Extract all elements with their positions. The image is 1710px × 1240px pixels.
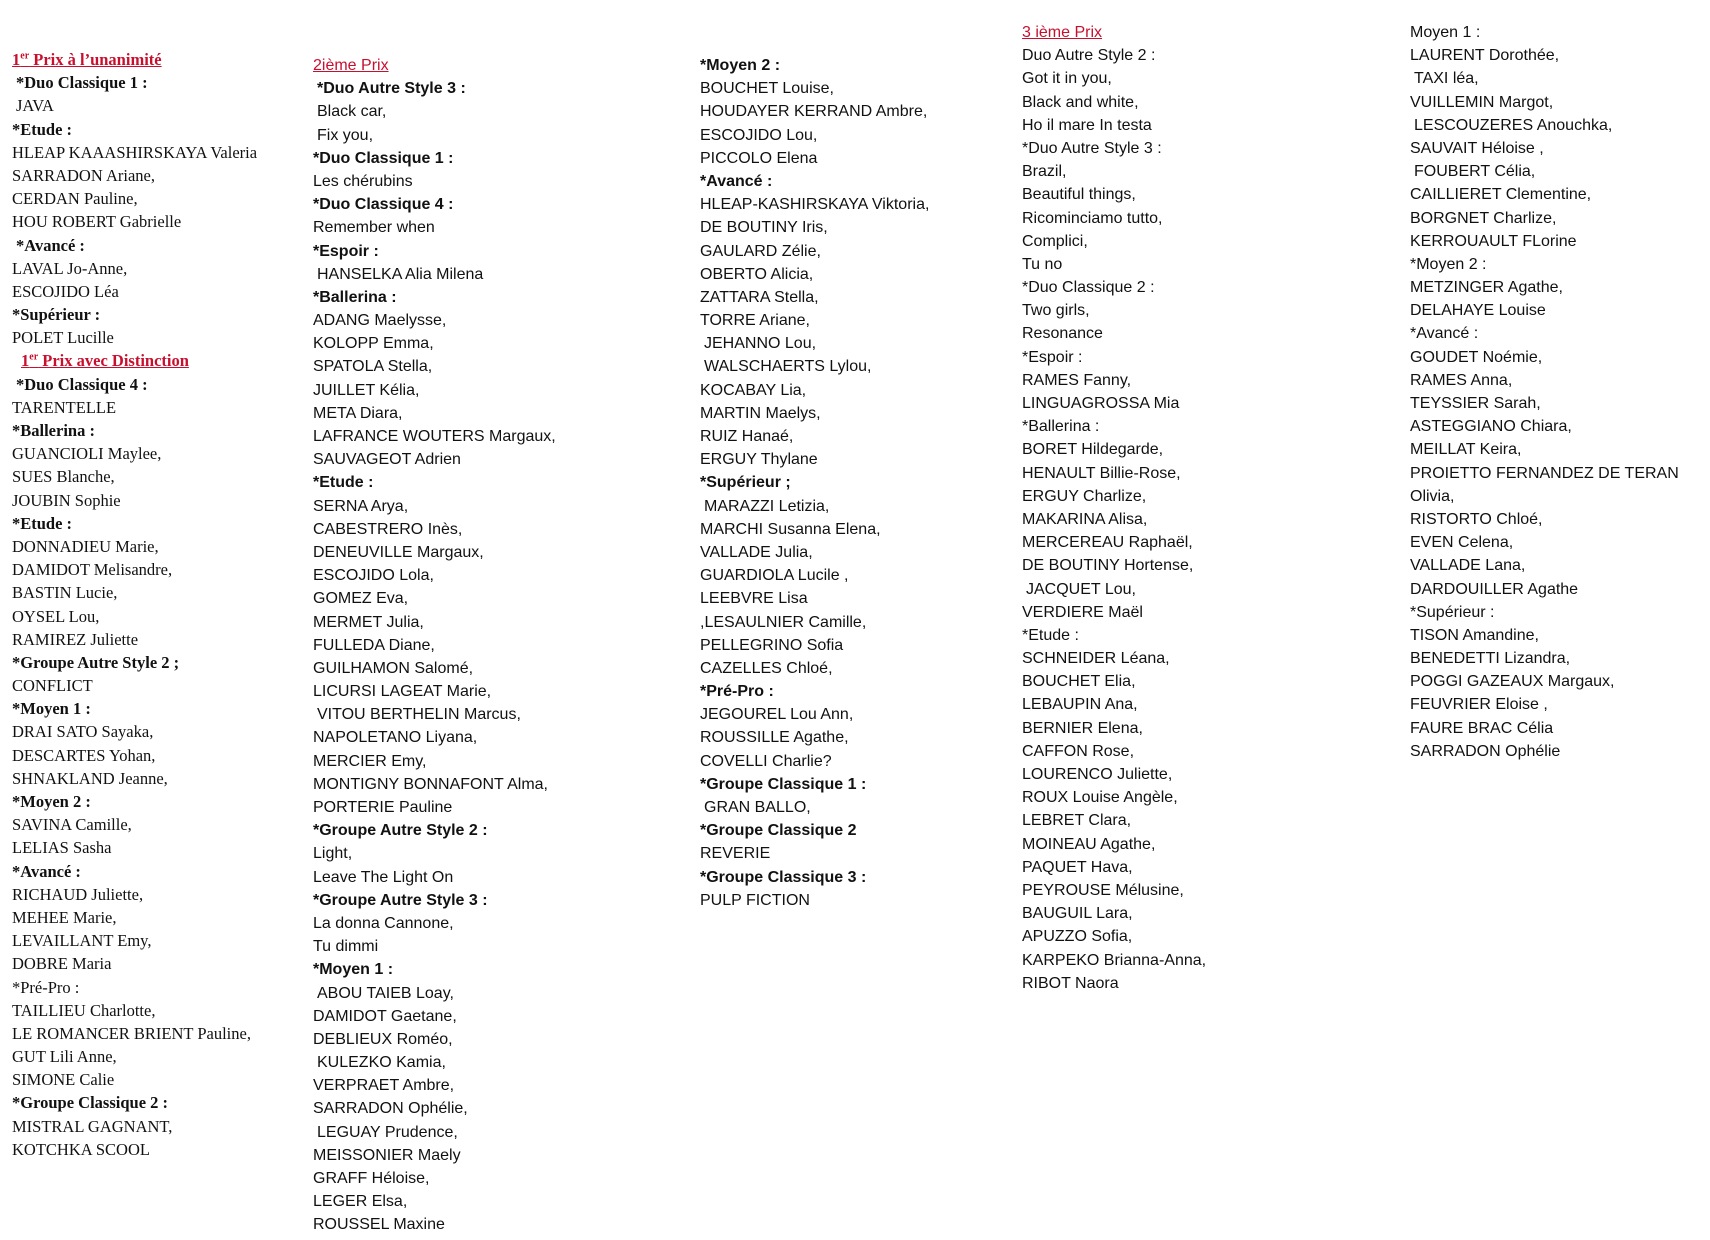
entry-name: TAXI léa, [1414, 70, 1479, 88]
entry-name: LELIAS Sasha [12, 838, 112, 858]
entry-name: VERPRAET Ambre, [313, 1077, 455, 1095]
entry-name: Complici, [1022, 232, 1088, 250]
entry-name: DARDOUILLER Agathe [1410, 580, 1579, 598]
entry-name: DELAHAYE Louise [1410, 302, 1546, 320]
entry-name: JOUBIN Sophie [12, 490, 121, 510]
entry-name: ROUSSEL Maxine [313, 1216, 445, 1234]
entry-name: DAMIDOT Gaetane, [313, 1007, 457, 1025]
entry-name: Tu dimmi [313, 938, 379, 956]
entry-name: HLEAP-KASHIRSKAYA Viktoria, [700, 196, 930, 214]
entry-name: TAILLIEU Charlotte, [12, 1000, 156, 1020]
entry-name: BOUCHET Louise, [700, 80, 834, 98]
entry-name: ASTEGGIANO Chiara, [1410, 418, 1572, 436]
entry-name: SARRADON Ophélie, [313, 1100, 468, 1118]
entry-name: GUT Lili Anne, [12, 1047, 117, 1067]
entry-name: PEYROUSE Mélusine, [1022, 881, 1184, 899]
entry-name: GAULARD Zélie, [700, 242, 821, 260]
entry-name: LINGUAGROSSA Mia [1022, 395, 1180, 412]
category-label: *Groupe Autre Style 2 : [313, 822, 488, 840]
entry-name: JACQUET Lou, [1026, 580, 1136, 598]
prize-heading: 3 ième Prix [1022, 24, 1103, 41]
entry-name: GRAN BALLO, [704, 799, 811, 816]
entry-name: HENAULT Billie-Rose, [1022, 464, 1181, 482]
entry-name: FULLEDA Diane, [313, 636, 435, 654]
entry-name: SIMONE Calie [12, 1070, 115, 1090]
entry-name: RUIZ Hanaé, [700, 428, 794, 445]
entry-name: ,LESAULNIER Camille, [700, 613, 867, 631]
entry-name: SARRADON Ophélie [1410, 742, 1561, 760]
entry-name: SPATOLA Stella, [313, 358, 433, 376]
entry-name: KOTCHKA SCOOL [12, 1139, 150, 1159]
category-label: *Moyen 2 : [12, 792, 91, 811]
entry-name: VALLADE Lana, [1410, 557, 1526, 575]
entry-name: KULEZKO Kamia, [317, 1054, 446, 1072]
entry-name: SAVINA Camille, [12, 815, 132, 835]
entry-name: PAQUET Hava, [1022, 858, 1133, 876]
entry-name: CABESTRERO Inès, [313, 520, 463, 538]
column-3 [700, 54, 1000, 912]
entry-name: OYSEL Lou, [12, 606, 100, 626]
entry-name: LEGUAY Prudence, [317, 1123, 458, 1141]
entry-name: MEISSONIER Maely [313, 1146, 461, 1164]
entry-name: WALSCHAERTS Lylou, [704, 358, 872, 376]
entry-name: Black car, [317, 103, 387, 121]
entry-name: MARCHI Susanna Elena, [700, 520, 881, 538]
entry-name: Resonance [1022, 325, 1103, 343]
category-label: *Avancé : [700, 172, 773, 190]
entry-name: VITOU BERTHELIN Marcus, [317, 706, 521, 724]
entry-name: MOINEAU Agathe, [1022, 835, 1156, 853]
column-1 [12, 48, 282, 1161]
entry-name: METZINGER Agathe, [1410, 279, 1563, 297]
entry-name: SUES Blanche, [12, 467, 115, 487]
entry-name: JEHANNO Lou, [704, 335, 817, 353]
entry-name: VALLADE Julia, [700, 543, 813, 561]
category-label: *Groupe Autre Style 3 : [313, 891, 488, 909]
entry-name: Tu no [1022, 255, 1063, 273]
entry-name: PICCOLO Elena [700, 149, 818, 167]
entry-name: DAMIDOT Melisandre, [12, 560, 173, 580]
entry-name: RAMIREZ Juliette [12, 629, 139, 649]
category-label: *Etude : [12, 119, 73, 139]
entry-name: Ricominciamo tutto, [1022, 209, 1163, 227]
prize-heading: 1er Prix à l’unanimité [12, 50, 162, 69]
entry-name: COVELLI Charlie? [700, 752, 832, 770]
entry-name: LE ROMANCER BRIENT Pauline, [12, 1023, 251, 1043]
entry-name: Ho il mare In testa [1022, 116, 1152, 134]
entry-name: LEEBVRE Lisa [700, 590, 808, 608]
entry-name: KOLOPP Emma, [313, 335, 434, 353]
category-label: *Espoir : [1022, 348, 1083, 366]
entry-name: LOURENCO Juliette, [1022, 766, 1173, 783]
entry-name: TEYSSIER Sarah, [1410, 395, 1541, 412]
category-label: *Duo Autre Style 3 : [317, 80, 466, 98]
entry-name: PULP FICTION [700, 891, 810, 909]
entry-name: GOUDET Noémie, [1410, 348, 1543, 366]
category-label: *Duo Classique 4 : [313, 196, 454, 214]
category-label: *Duo Classique 1 : [16, 73, 148, 93]
entry-name: DE BOUTINY Iris, [700, 219, 828, 237]
entry-name: MARAZZI Letizia, [704, 497, 830, 515]
entry-name: VERDIERE Maël [1022, 603, 1143, 621]
entry-name: TISON Amandine, [1410, 626, 1539, 644]
category-label: *Groupe Classique 2 [700, 822, 857, 840]
entry-name: FEUVRIER Eloise , [1410, 696, 1548, 714]
category-label: *Moyen 2 : [1410, 255, 1487, 273]
category-label: *Avancé : [16, 235, 85, 255]
entry-name: CAZELLES Chloé, [700, 659, 833, 677]
entry-name: MERCEREAU Raphaël, [1022, 534, 1193, 552]
entry-name: META Diara, [313, 404, 403, 422]
entry-name: SAUVAGEOT Adrien [313, 451, 461, 469]
entry-name: MISTRAL GAGNANT, [12, 1116, 173, 1136]
category-label: *Ballerina : [12, 421, 95, 440]
entry-name: Les chérubins [313, 172, 413, 190]
entry-name: LESCOUZERES Anouchka, [1414, 116, 1613, 134]
entry-name: ERGUY Charlize, [1022, 487, 1147, 505]
entry-name: Leave The Light On [313, 868, 454, 886]
entry-name: MERCIER Emy, [313, 752, 427, 770]
entry-name: ROUX Louise Angèle, [1022, 789, 1178, 807]
category-label: *Groupe Autre Style 2 ; [12, 652, 180, 672]
entry-name: Got it in you, [1022, 70, 1112, 88]
entry-name: HANSELKA Alia Milena [317, 265, 484, 283]
entry-name: PROIETTO FERNANDEZ DE TERAN [1410, 464, 1679, 482]
entry-name: CAFFON Rose, [1022, 742, 1135, 760]
entry-name: Light, [313, 845, 353, 863]
entry-name: DENEUVILLE Margaux, [313, 543, 484, 561]
entry-name: La donna Cannone, [313, 914, 454, 932]
entry-name: CONFLICT [12, 676, 93, 696]
entry-name: LAFRANCE WOUTERS Margaux, [313, 428, 556, 445]
entry-name: HOUDAYER KERRAND Ambre, [700, 103, 928, 121]
entry-name: PORTERIE Pauline [313, 799, 453, 816]
entry-name: APUZZO Sofia, [1022, 928, 1133, 946]
entry-name: Black and white, [1022, 93, 1139, 111]
entry-name: GUANCIOLI Maylee, [12, 444, 162, 464]
entry-name: RISTORTO Chloé, [1410, 510, 1543, 528]
entry-name: REVERIE [700, 845, 771, 863]
entry-name: FAURE BRAC Célia [1410, 719, 1554, 737]
category-label: *Groupe Classique 1 : [700, 775, 867, 793]
entry-name: POGGI GAZEAUX Margaux, [1410, 673, 1615, 691]
entry-name: MEILLAT Keira, [1410, 441, 1522, 459]
entry-name: ESCOJIDO Léa [12, 281, 119, 301]
entry-name: KERROUAULT FLorine [1410, 232, 1577, 250]
entry-name: LAVAL Jo-Anne, [12, 258, 128, 278]
entry-name: VUILLEMIN Margot, [1410, 93, 1554, 111]
category-label: *Avancé : [12, 861, 81, 881]
entry-name: MONTIGNY BONNAFONT Alma, [313, 775, 548, 793]
column-4 [1022, 21, 1402, 995]
entry-name: FOUBERT Célia, [1414, 163, 1536, 181]
entry-name: SAUVAIT Héloise , [1410, 139, 1544, 157]
entry-name: DEBLIEUX Roméo, [313, 1030, 453, 1048]
entry-name: TORRE Ariane, [700, 312, 810, 330]
entry-name: BAUGUIL Lara, [1022, 905, 1133, 923]
entry-name: JEGOUREL Lou Ann, [700, 706, 854, 724]
entry-name: MERMET Julia, [313, 613, 424, 631]
category-label: *Moyen 1 : [12, 699, 91, 719]
entry-name: BORET Hildegarde, [1022, 441, 1164, 459]
entry-name: TARENTELLE [12, 397, 117, 417]
entry-name: RICHAUD Juliette, [12, 884, 144, 904]
category-label: Moyen 1 : [1410, 24, 1481, 41]
category-label: *Ballerina : [313, 288, 397, 306]
entry-name: LICURSI LAGEAT Marie, [313, 683, 492, 701]
entry-name: LAURENT Dorothée, [1410, 47, 1560, 65]
entry-name: HLEAP KAAASHIRSKAYA Valeria [12, 142, 258, 162]
category-label: *Pré-Pro : [700, 683, 774, 701]
entry-name: Brazil, [1022, 163, 1067, 181]
entry-name: ZATTARA Stella, [700, 288, 819, 306]
category-label: *Duo Classique 2 : [1022, 279, 1155, 297]
entry-name: SHNAKLAND Jeanne, [12, 768, 168, 788]
entry-name: KARPEKO Brianna-Anna, [1022, 951, 1207, 969]
prize-heading: 1er Prix avec Distinction [21, 351, 189, 371]
category-label: *Duo Classique 1 : [313, 149, 454, 167]
entry-name: SERNA Arya, [313, 497, 409, 515]
category-label: *Groupe Classique 2 : [12, 1093, 169, 1113]
entry-name: GUILHAMON Salomé, [313, 659, 474, 677]
entry-name: RAMES Anna, [1410, 371, 1513, 389]
entry-name: Fix you, [317, 126, 374, 144]
entry-name: CAILLIERET Clementine, [1410, 186, 1592, 204]
entry-name: Remember when [313, 219, 435, 237]
category-label: *Supérieur : [12, 305, 101, 325]
entry-name: DE BOUTINY Hortense, [1022, 557, 1194, 575]
category-label: *Groupe Classique 3 : [700, 868, 867, 886]
entry-name: Beautiful things, [1022, 186, 1136, 204]
entry-name: ERGUY Thylane [700, 451, 818, 469]
entry-name: DESCARTES Yohan, [12, 745, 156, 765]
category-label: *Supérieur ; [700, 474, 791, 492]
entry-name: DONNADIEU Marie, [12, 536, 159, 556]
category-label: *Pré-Pro : [12, 977, 80, 997]
entry-name: SARRADON Ariane, [12, 165, 155, 185]
entry-name: Two girls, [1022, 302, 1090, 320]
entry-name: DRAI SATO Sayaka, [12, 722, 154, 742]
entry-name: BASTIN Lucie, [12, 583, 118, 603]
entry-name: NAPOLETANO Liyana, [313, 729, 478, 747]
entry-name: LEBAUPIN Ana, [1022, 696, 1138, 714]
entry-name: KOCABAY Lia, [700, 381, 807, 399]
category-label: *Etude : [313, 474, 374, 492]
entry-name: Olivia, [1410, 487, 1455, 505]
category-label: *Espoir : [313, 242, 379, 260]
entry-name: MARTIN Maelys, [700, 404, 821, 422]
category-label: *Moyen 1 : [313, 961, 394, 979]
entry-name: DOBRE Maria [12, 954, 112, 974]
category-label: *Duo Autre Style 3 : [1022, 139, 1162, 157]
entry-name: BORGNET Charlize, [1410, 209, 1557, 227]
entry-name: PELLEGRINO Sofia [700, 636, 844, 654]
category-label: *Duo Classique 4 : [16, 374, 148, 394]
entry-name: RAMES Fanny, [1022, 371, 1132, 389]
prize-heading: 2ième Prix [313, 57, 389, 74]
category-label: *Moyen 2 : [700, 57, 781, 74]
entry-name: MEHEE Marie, [12, 907, 117, 927]
entry-name: HOU ROBERT Gabrielle [12, 212, 182, 232]
entry-name: JAVA [16, 96, 54, 116]
entry-name: ABOU TAIEB Loay, [317, 984, 454, 1002]
category-label: Duo Autre Style 2 : [1022, 47, 1156, 65]
entry-name: GRAFF Héloise, [313, 1170, 430, 1187]
entry-name: ESCOJIDO Lou, [700, 126, 818, 144]
entry-name: LEGER Elsa, [313, 1193, 408, 1211]
entry-name: LEBRET Clara, [1022, 812, 1132, 830]
column-5 [1410, 21, 1710, 763]
entry-name: ESCOJIDO Lola, [313, 567, 434, 585]
entry-name: LEVAILLANT Emy, [12, 931, 152, 951]
entry-name: BENEDETTI Lizandra, [1410, 650, 1571, 668]
category-label: *Etude : [1022, 626, 1079, 644]
category-label: *Avancé : [1410, 325, 1479, 343]
entry-name: ROUSSILLE Agathe, [700, 729, 849, 747]
entry-name: JUILLET Kélia, [313, 381, 420, 399]
column-2 [313, 54, 653, 1237]
entry-name: SCHNEIDER Léana, [1022, 650, 1170, 668]
entry-name: GUARDIOLA Lucile , [700, 567, 849, 585]
entry-name: BOUCHET Elia, [1022, 673, 1136, 691]
entry-name: EVEN Celena, [1410, 534, 1514, 552]
entry-name: CERDAN Pauline, [12, 189, 138, 209]
entry-name: POLET Lucille [12, 328, 114, 348]
entry-name: BERNIER Elena, [1022, 719, 1143, 737]
entry-name: RIBOT Naora [1022, 974, 1119, 992]
category-label: *Supérieur : [1410, 603, 1495, 621]
entry-name: OBERTO Alicia, [700, 265, 814, 283]
entry-name: GOMEZ Eva, [313, 590, 409, 608]
category-label: *Etude : [12, 513, 73, 533]
entry-name: MAKARINA Alisa, [1022, 510, 1148, 528]
entry-name: ADANG Maelysse, [313, 312, 447, 330]
category-label: *Ballerina : [1022, 418, 1100, 436]
